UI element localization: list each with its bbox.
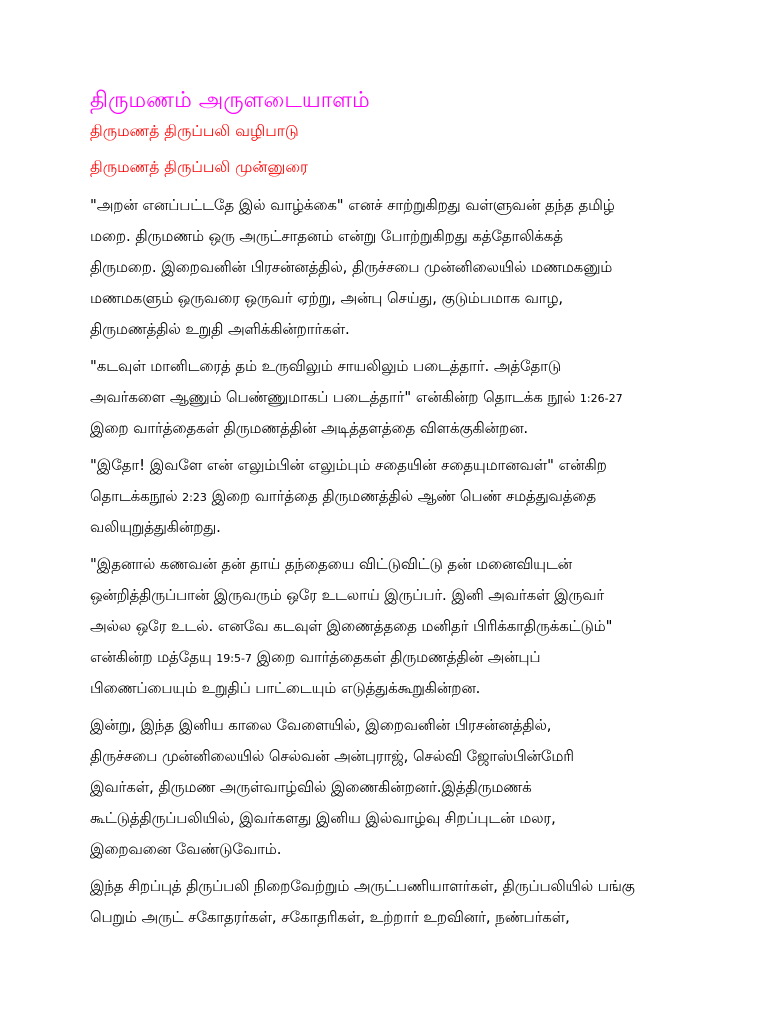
- paragraph: [90, 871, 710, 933]
- bible-reference: 2:23: [182, 491, 207, 504]
- text-line: இவர்கள், திருமண அருள்வாழ்வில் இணைகின்றனர்.இத்திருமணக்: [90, 779, 532, 796]
- subheading-liturgy: திருமணத் திருப்பலி வழிபாடு: [90, 122, 299, 140]
- text-line: மறை. திருமணம் ஒரு அருட்சாதனம் என்று போற்றுகிறது கத்தோலிக்கத்: [90, 228, 563, 245]
- text-line: பெறும் அருட் சகோதரர்கள், சகோதரிகள், உற்றார் உறவினர், நண்பர்கள்,: [90, 909, 570, 926]
- subheading-introduction: திருமணத் திருப்பலி முன்னுரை: [90, 158, 309, 176]
- text-line: கூட்டுத்திருப்பலியில், இவர்களது இனிய இல்வாழ்வு சிறப்புடன் மலர,: [90, 810, 556, 827]
- line-text: இறை வார்த்தைகள் திருமணத்தின் அன்புப்: [256, 649, 541, 666]
- text-line: இறைவனை வேண்டுவோம்.: [90, 841, 282, 858]
- text-line: [90, 481, 710, 512]
- line-text: இறை வார்த்தை திருமணத்தில் ஆண் பெண் சமத்துவத்தை: [211, 488, 596, 505]
- line-text: தொடக்கநூல்: [90, 488, 178, 505]
- text-line: "அறன் எனப்பட்டதே இல் வாழ்க்கை" எனச் சாற்றுகிறது வள்ளுவன் தந்த தமிழ்: [90, 197, 615, 214]
- paragraph: [90, 710, 710, 865]
- line-text: என்கின்ற மத்தேயு: [90, 649, 212, 666]
- text-line: இந்த சிறப்புத் திருப்பலி நிறைவேற்றும் அருட்பணியாளர்கள், திருப்பலியில் பங்கு: [90, 878, 635, 895]
- text-line: அல்ல ஒரே உடல். எனவே கடவுள் இணைத்ததை மனிதர் பிரிக்காதிருக்கட்டும்": [90, 618, 613, 635]
- text-line: [90, 382, 710, 413]
- line-text: அவர்களை ஆணும் பெண்ணுமாகப் படைத்தார்" என்கின்ற தொடக்க நூல்: [90, 389, 576, 406]
- text-line: பிணைப்பையும் உறுதிப் பாட்டையும் எடுத்துக்கூறுகின்றன.: [90, 680, 481, 697]
- paragraph: [90, 549, 710, 704]
- bible-reference: 19:5-7: [216, 652, 252, 665]
- text-line: "இதோ! இவளே என் எலும்பின் எலும்பும் சதையின் சதையுமானவள்" என்கிற: [90, 457, 607, 474]
- text-line: ஒன்றித்திருப்பான் இருவரும் ஒரே உடலாய் இருப்பர். இனி அவர்கள் இருவர்: [90, 587, 605, 604]
- paragraph: [90, 351, 710, 444]
- text-line: இன்று, இந்த இனிய காலை வேளையில், இறைவனின் பிரசன்னத்தில்,: [90, 717, 552, 734]
- text-line: இறை வார்த்தைகள் திருமணத்தின் அடித்தளத்தை விளக்குகின்றன.: [90, 420, 529, 437]
- document-title: திருமணம் அருளடையாளம்: [90, 88, 370, 113]
- paragraph: [90, 450, 710, 543]
- text-line: திருமணத்தில் உறுதி அளிக்கின்றார்கள்.: [90, 321, 350, 338]
- text-line: "இதனால் கணவன் தன் தாய் தந்தையை விட்டுவிட்டு தன் மனைவியுடன்: [90, 556, 572, 573]
- text-line: [90, 642, 710, 673]
- text-line: மணமகளும் ஒருவரை ஒருவர் ஏற்று, அன்பு செய்து, குடும்பமாக வாழ,: [90, 290, 564, 307]
- text-line: "கடவுள் மானிடரைத் தம் உருவிலும் சாயலிலும் படைத்தார். அத்தோடு: [90, 358, 562, 375]
- document-body: [90, 190, 710, 939]
- text-line: வலியுறுத்துகின்றது.: [90, 519, 221, 536]
- paragraph: [90, 190, 710, 345]
- text-line: திருச்சபை முன்னிலையில் செல்வன் அன்புராஜ், செல்வி ஜோஸ்பின்மேரி: [90, 748, 574, 765]
- text-line: திருமறை. இறைவனின் பிரசன்னத்தில், திருச்சபை முன்னிலையில் மணமகனும்: [90, 259, 613, 276]
- bible-reference: 1:26-27: [579, 392, 623, 405]
